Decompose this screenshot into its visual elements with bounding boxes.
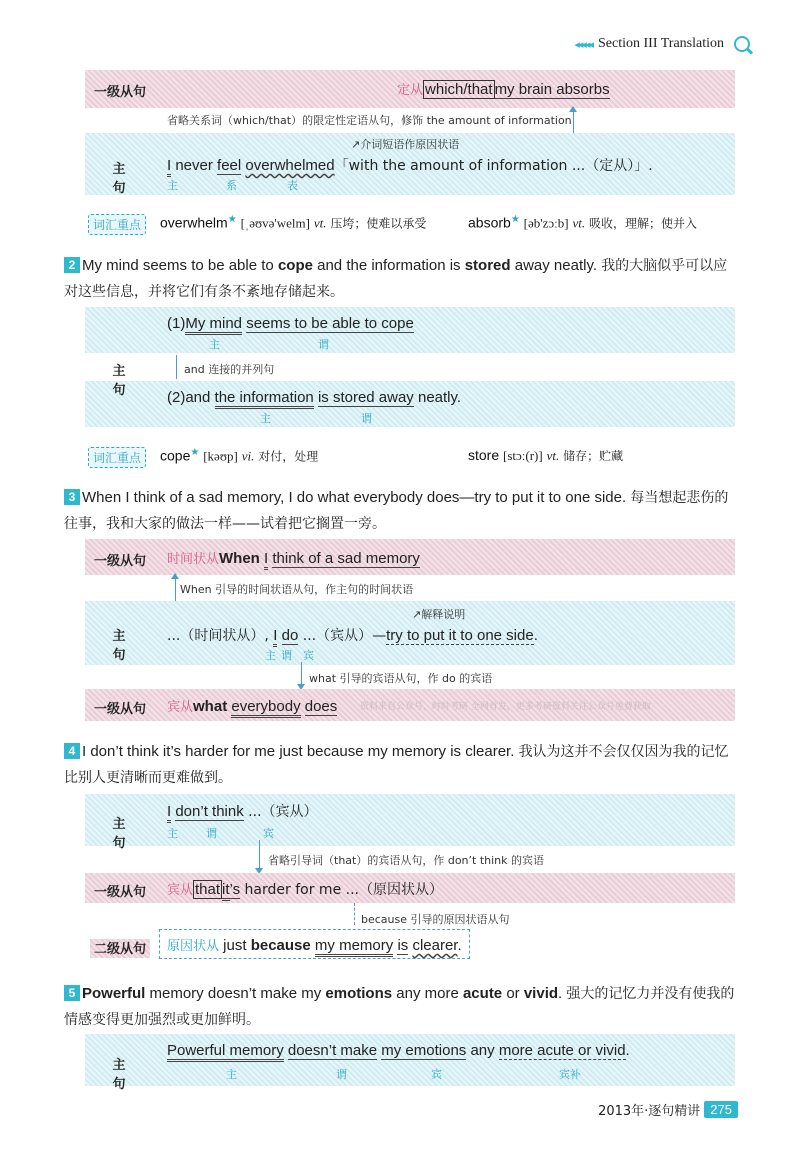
s3-c1-tag: 时间状从 bbox=[167, 552, 220, 567]
s4-c2-d: my memory bbox=[315, 937, 393, 957]
vocab2-entry2 bbox=[468, 447, 623, 464]
s2-l2-pre: (2)and bbox=[167, 389, 215, 406]
p5-f: or bbox=[502, 985, 524, 1002]
s3-role-s: 主 bbox=[265, 649, 276, 662]
s4-main-label: 主 句 bbox=[112, 816, 140, 850]
s5-c: doesn’t make bbox=[287, 1042, 378, 1059]
s3-c1-e: think of a sad memory bbox=[272, 550, 420, 567]
s1-subj: I bbox=[167, 157, 171, 177]
s3-note1: When 引导的时间状语从句，作主句的时间状语 bbox=[180, 583, 414, 596]
star-icon: ★ bbox=[190, 447, 200, 458]
s4-c2-i: . bbox=[457, 937, 462, 954]
s3-main-sentence bbox=[167, 625, 538, 645]
s4-m-d: ...（宾从） bbox=[243, 804, 318, 820]
num-badge-3: 3 bbox=[64, 489, 80, 505]
s1-clause-rel: which/that bbox=[425, 81, 493, 98]
s1-role-p: 表 bbox=[287, 179, 298, 192]
section-header bbox=[574, 36, 750, 52]
s4-note2: because 引导的原因状语从句 bbox=[361, 913, 510, 926]
p5-a: Powerful bbox=[82, 985, 146, 1002]
s2-l2-rest: neatly. bbox=[413, 389, 462, 406]
s1-pred: overwhelmed bbox=[245, 157, 335, 174]
p5-d: any more bbox=[392, 985, 463, 1002]
s2-line2 bbox=[167, 389, 461, 406]
s3-m-a: ...（时间状从）, bbox=[167, 628, 274, 644]
s5-role-v: 谓 bbox=[336, 1068, 347, 1081]
s5-e: my emotions bbox=[381, 1042, 467, 1059]
s1-clause-tag: 定从 bbox=[397, 83, 424, 98]
vocab2-w1-pos: vi. bbox=[241, 448, 255, 464]
s5-main-sentence bbox=[167, 1042, 630, 1059]
s1-level1-label: 一级从句 bbox=[93, 84, 146, 99]
s4-c1-c: ’s bbox=[229, 881, 241, 898]
s4-c2-f: is bbox=[397, 937, 409, 954]
s3-expl-note: ↗解释说明 bbox=[412, 608, 466, 621]
s2-l2-pred: is stored away bbox=[317, 389, 414, 406]
s5-h: . bbox=[625, 1042, 630, 1059]
s2-l1-pre: (1) bbox=[167, 315, 186, 332]
vocab2-w2: store bbox=[468, 447, 500, 463]
vocab2-w1: cope bbox=[160, 447, 191, 464]
s3-m-e: ...（宾从）— bbox=[298, 628, 387, 644]
s3-c1-c: I bbox=[264, 550, 268, 570]
s4-arrow1-line bbox=[259, 840, 260, 870]
s4-c1-a: that bbox=[195, 881, 221, 898]
s2-role2-v: 谓 bbox=[361, 412, 372, 425]
num-badge-2: 2 bbox=[64, 257, 80, 273]
vocab1-w1-cn: 压垮；使难以承受 bbox=[330, 216, 427, 231]
p5-h: . bbox=[558, 985, 567, 1002]
s4-level2-label bbox=[85, 938, 155, 957]
num-badge-4: 4 bbox=[64, 743, 80, 759]
s3-c2-c: everybody bbox=[231, 698, 300, 718]
vocab2-entry1 bbox=[160, 447, 318, 465]
s5-a: Powerful memory bbox=[167, 1042, 284, 1062]
vocab1-w2-cn: 吸收，理解；使并入 bbox=[589, 216, 698, 231]
s3-m-c bbox=[277, 627, 281, 644]
s4-note1: 省略引导词（that）的宾语从句，作 don’t think 的宾语 bbox=[268, 854, 545, 867]
s5-role-c: 宾补 bbox=[559, 1068, 581, 1081]
chevrons-icon: ◂◂◂◂◂ bbox=[574, 38, 592, 51]
s1-role-s: 主 bbox=[167, 179, 178, 192]
paragraph-2 bbox=[64, 253, 740, 305]
p4-text: I don’t think it’s harder for me just because my memory is clearer. bbox=[82, 743, 519, 760]
s3-clause2 bbox=[167, 696, 337, 715]
s5-role-o: 宾 bbox=[431, 1068, 442, 1081]
vocab2-w2-cn: 储存；贮藏 bbox=[563, 449, 624, 463]
s2-l1-subj: My mind bbox=[185, 315, 242, 335]
p5-b: memory doesn’t make my bbox=[145, 985, 326, 1002]
vocab1-w1: overwhelm bbox=[160, 214, 228, 231]
s4-m-c: don’t think bbox=[175, 803, 244, 820]
star-icon: ★ bbox=[227, 214, 237, 225]
vocab2-w2-pos: vt. bbox=[546, 448, 560, 463]
vocab1-w1-ph: [ˌəʊvə'welm] bbox=[240, 215, 310, 231]
s4-c1-d: harder for me ...（原因状从） bbox=[240, 882, 443, 898]
p3-cn: 每当想起悲伤的往事，我和大家的做法一样——试着把它搁置一旁。 bbox=[64, 490, 729, 532]
paragraph-5 bbox=[64, 981, 740, 1033]
s4-main-sentence bbox=[167, 801, 318, 821]
s2-l2-subj: the information bbox=[215, 389, 314, 409]
s4-level2-label-text: 二级从句 bbox=[90, 939, 150, 958]
num-badge-5: 5 bbox=[64, 985, 80, 1001]
p2-cn: 我的大脑似乎可以应对这些信息，并将它们有条不紊地存储起来。 bbox=[64, 258, 728, 300]
s1-clause bbox=[397, 79, 610, 98]
p2-c: and the information is bbox=[312, 257, 465, 274]
paragraph-3 bbox=[64, 485, 740, 537]
s4-clause2 bbox=[167, 935, 462, 954]
s2-role-v: 谓 bbox=[318, 338, 329, 351]
s3-level1-label: 一级从句 bbox=[93, 553, 146, 568]
s4-role-v: 谓 bbox=[206, 827, 217, 840]
s3-c2-a: what bbox=[193, 698, 228, 715]
paragraph-4 bbox=[64, 739, 740, 791]
p3-text: When I think of a sad memory, I do what everybody does—try to put it to one side. bbox=[82, 489, 631, 506]
s3-m-d: do bbox=[281, 627, 299, 644]
p2-d: stored bbox=[464, 257, 511, 274]
vocab2-w2-ph: [stɔː(r)] bbox=[503, 448, 543, 463]
s2-l1-pred: seems to be able to cope bbox=[246, 315, 414, 332]
p5-c: emotions bbox=[325, 985, 393, 1002]
s4-clause1 bbox=[167, 879, 443, 899]
s3-role-v: 谓 bbox=[281, 649, 292, 662]
p5-e: acute bbox=[462, 985, 503, 1002]
s3-m-f: try to put it to one side bbox=[386, 627, 534, 644]
s1-link: feel bbox=[217, 157, 242, 174]
page-footer bbox=[598, 1100, 738, 1119]
p2-e: away neatly. bbox=[510, 257, 602, 274]
magnifier-icon bbox=[734, 36, 750, 52]
s2-main-label: 主 句 bbox=[112, 363, 140, 397]
vocab1-entry1 bbox=[160, 214, 426, 232]
watermark: 资料来自公众号，时时考研 全网首发，更多考研资料关注公众号免费获取 bbox=[360, 702, 651, 712]
vocab1-entry2 bbox=[468, 214, 697, 232]
p2-a: My mind seems to be able to bbox=[82, 257, 278, 274]
s1-prep-note: ↗介词短语作原因状语 bbox=[351, 138, 460, 151]
s2-conj-note: and 连接的并列句 bbox=[184, 363, 275, 376]
s3-note2: what 引导的宾语从句，作 do 的宾语 bbox=[309, 672, 493, 685]
s4-level1-label: 一级从句 bbox=[93, 884, 146, 899]
s1-main-label: 主 句 bbox=[112, 161, 140, 195]
s1-rest: 「with the amount of information ...（定从）」. bbox=[334, 158, 653, 174]
s1-note: 省略关系词（which/that）的限定性定语从句，修饰 the amount of information bbox=[167, 114, 572, 127]
s1-role-v: 系 bbox=[226, 179, 237, 192]
s4-c2-b: because bbox=[250, 937, 311, 954]
s2-line1 bbox=[167, 315, 414, 332]
page-number: 275 bbox=[704, 1101, 738, 1118]
s3-m-g: . bbox=[533, 627, 538, 644]
s5-main-label: 主 句 bbox=[112, 1057, 140, 1091]
s5-g: more acute or vivid bbox=[498, 1042, 626, 1059]
p4-cn: 我认为这并不会仅仅因为我的记忆比别人更清晰而更难做到。 bbox=[64, 744, 729, 786]
s4-role-o: 宾 bbox=[263, 827, 274, 840]
s4-c2-h: clearer bbox=[412, 937, 458, 954]
vocab1-w2: absorb bbox=[468, 214, 511, 231]
vocab2-tag: 词汇重点 bbox=[88, 447, 146, 468]
section-title: Section III Translation bbox=[598, 36, 724, 51]
s1-w2: never bbox=[171, 157, 218, 174]
s3-c1-a: When bbox=[219, 550, 260, 567]
s5-role-s: 主 bbox=[226, 1068, 237, 1081]
s3-level1b-label: 一级从句 bbox=[93, 701, 146, 716]
s4-c1-b: it bbox=[222, 881, 230, 901]
s3-main-label: 主 句 bbox=[112, 628, 140, 662]
s1-arrow-head bbox=[569, 106, 577, 112]
s2-conj-line bbox=[176, 355, 177, 379]
s1-main-sentence bbox=[167, 155, 653, 175]
s4-role-s: 主 bbox=[167, 827, 178, 840]
s3-arrow2-line bbox=[301, 662, 302, 686]
p5-g: vivid bbox=[523, 985, 559, 1002]
p5-cn: 强大的记忆力并没有使我的情感变得更加强烈或更加鲜明。 bbox=[64, 986, 735, 1028]
s3-clause1 bbox=[167, 548, 420, 567]
s3-arrow1-head bbox=[171, 573, 179, 579]
vocab2-w1-ph: [kəʊp] bbox=[203, 448, 238, 464]
s2-role2-s: 主 bbox=[260, 412, 271, 425]
s4-c1-tag: 宾从 bbox=[167, 883, 194, 898]
s3-m-b: I bbox=[273, 627, 277, 647]
s3-c2-e: does bbox=[304, 698, 338, 715]
vocab1-tag: 词汇重点 bbox=[88, 214, 146, 235]
s2-role-s: 主 bbox=[209, 338, 220, 351]
footer-label: 2013年·逐句精讲 bbox=[598, 1104, 701, 1119]
vocab1-w2-pos: vt. bbox=[572, 215, 586, 231]
s3-c2-tag: 宾从 bbox=[167, 700, 194, 715]
s4-c2-tag: 原因状从 bbox=[167, 939, 220, 954]
vocab1-w2-ph: [əb'zɔːb] bbox=[523, 215, 569, 231]
s5-f: any bbox=[466, 1042, 499, 1059]
vocab1-w1-pos: vt. bbox=[313, 215, 327, 231]
s4-m-a: I bbox=[167, 803, 171, 823]
s4-c2-a: just bbox=[219, 937, 251, 954]
s3-role-o: 宾 bbox=[303, 649, 314, 662]
s1-clause-rest: my brain absorbs bbox=[494, 81, 610, 98]
star-icon: ★ bbox=[510, 214, 520, 225]
vocab2-w1-cn: 对付，处理 bbox=[258, 449, 319, 464]
p2-b: cope bbox=[277, 257, 313, 274]
s4-arrow2-line bbox=[354, 903, 355, 925]
